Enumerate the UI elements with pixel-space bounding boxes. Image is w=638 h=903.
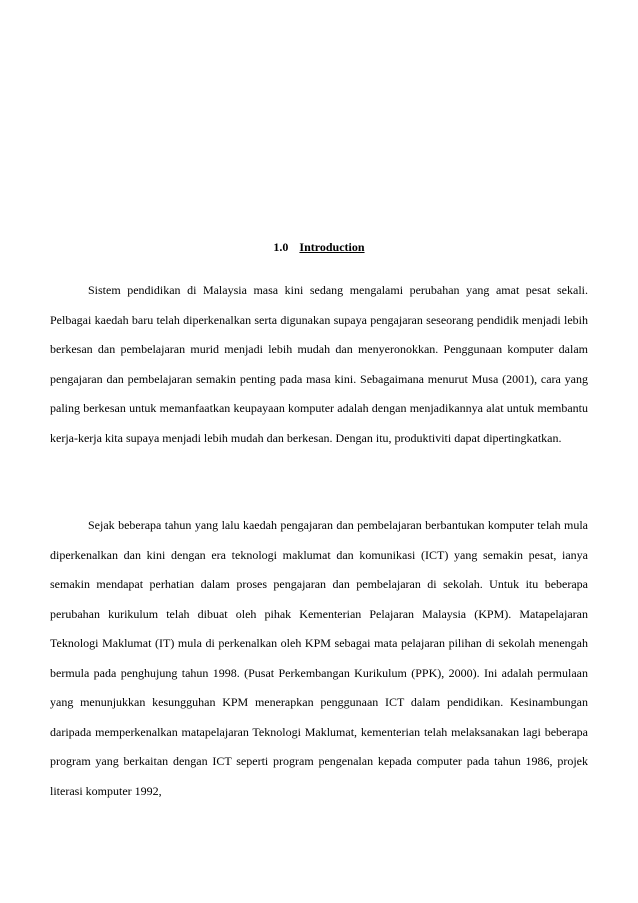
section-heading — [0, 240, 638, 255]
section-title: Introduction — [299, 240, 365, 254]
paragraph-2-text: Sejak beberapa tahun yang lalu kaedah pengajaran dan pembelajaran berbantukan komputer telah mula diperkenalkan dan kini dengan era teknologi maklumat dan komunikasi (ICT) yang semakin pesat, ianya semakin mendapat perhatian dalam proses pengajaran dan pembelajaran di sekolah. Untuk itu beberapa perubahan kurikulum telah dibuat oleh pihak Kementerian Pelajaran Malaysia (KPM). Matapelajaran Teknologi Maklumat (IT) mula di perkenalkan oleh KPM sebagai mata pelajaran pilihan di sekolah menengah bermula pada penghujung tahun 1998. (Pusat Perkembangan Kurikulum (PPK), 2000). Ini adalah permulaan yang menunjukkan kesungguhan KPM menerapkan penggunaan ICT dalam pendidikan. Kesinambungan daripada memperkenalkan matapelajaran Teknologi Maklumat, kementerian telah melaksanakan lagi beberapa program yang berkaitan dengan ICT seperti program pengenalan kepada computer pada tahun 1986, projek literasi komputer 1992, — [50, 518, 588, 798]
paragraph-1-text: Sistem pendidikan di Malaysia masa kini sedang mengalami perubahan yang amat pesat sekali. Pelbagai kaedah baru telah diperkenalkan serta digunakan supaya pengajaran seseorang pendidik menjadi lebih berkesan dan pembelajaran murid menjadi lebih mudah dan menyeronokkan. Penggunaan komputer dalam pengajaran dan pembelajaran semakin penting pada masa kini. Sebagaimana menurut Musa (2001), cara yang paling berkesan untuk memanfaatkan keupayaan komputer adalah dengan menjadikannya alat untuk membantu kerja-kerja kita supaya menjadi lebih mudah dan berkesan. Dengan itu, produktiviti dapat dipertingkatkan. — [50, 283, 588, 445]
paragraph-2 — [50, 511, 588, 806]
section-number: 1.0 — [273, 240, 289, 254]
paragraph-1 — [50, 276, 588, 453]
